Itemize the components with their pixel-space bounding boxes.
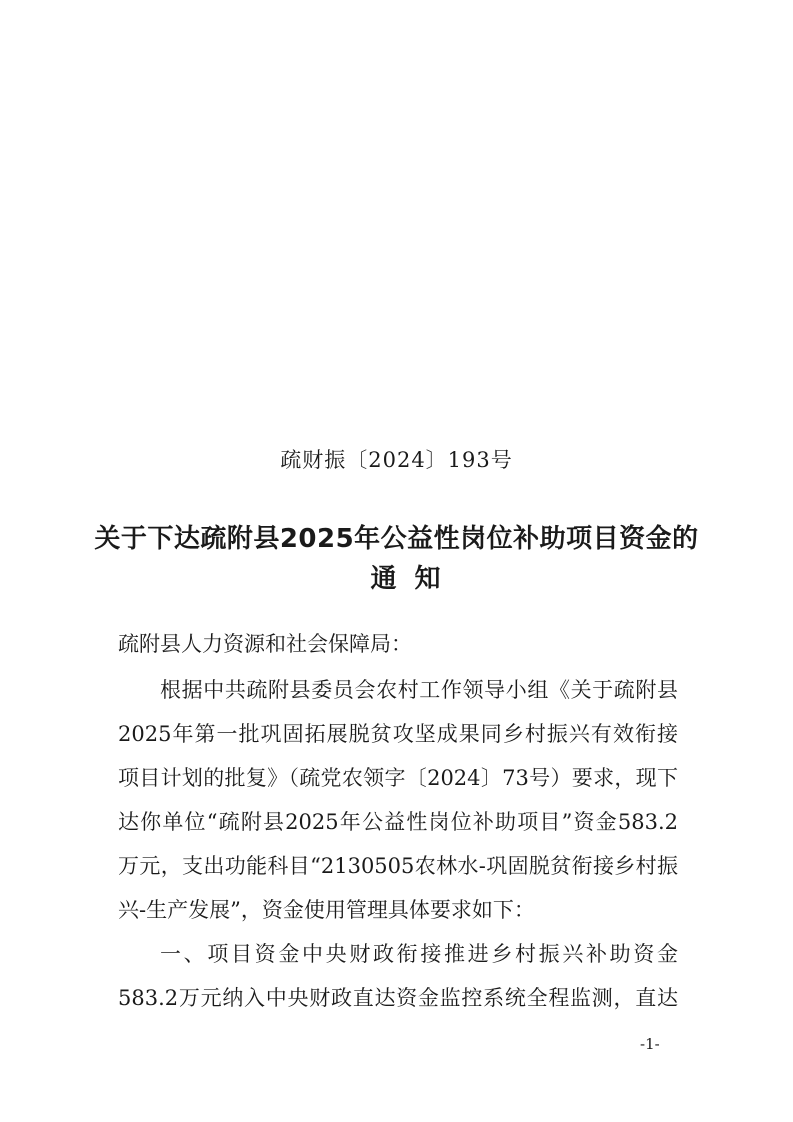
body-line: 583.2万元纳入中央财政直达资金监控系统全程监测，直达: [118, 986, 678, 1010]
body-line: 达你单位“疏附县2025年公益性岗位补助项目”资金583.2: [118, 810, 678, 834]
body-line: 一、项目资金中央财政衔接推进乡村振兴补助资金: [160, 942, 678, 966]
body-line: 万元，支出功能科目“2130505农林水-巩固脱贫衔接乡村振: [118, 854, 678, 878]
recipient: 疏附县人力资源和社会保障局：: [118, 632, 412, 656]
document-title-line-1: 关于下达疏附县2025年公益性岗位补助项目资金的: [94, 524, 699, 554]
body-line: 项目计划的批复》（疏党农领字〔2024〕73号）要求，现下: [118, 766, 678, 790]
page-number: -1-: [640, 1035, 660, 1053]
body-line: 2025年第一批巩固拓展脱贫攻坚成果同乡村振兴有效衔接: [118, 722, 678, 746]
body-line: 兴-生产发展”，资金使用管理具体要求如下：: [118, 898, 535, 922]
document-title-line-2: 通知: [370, 564, 459, 594]
document-number: 疏财振〔2024〕193号: [280, 448, 513, 472]
body-line: 根据中共疏附县委员会农村工作领导小组《关于疏附县: [160, 678, 678, 702]
